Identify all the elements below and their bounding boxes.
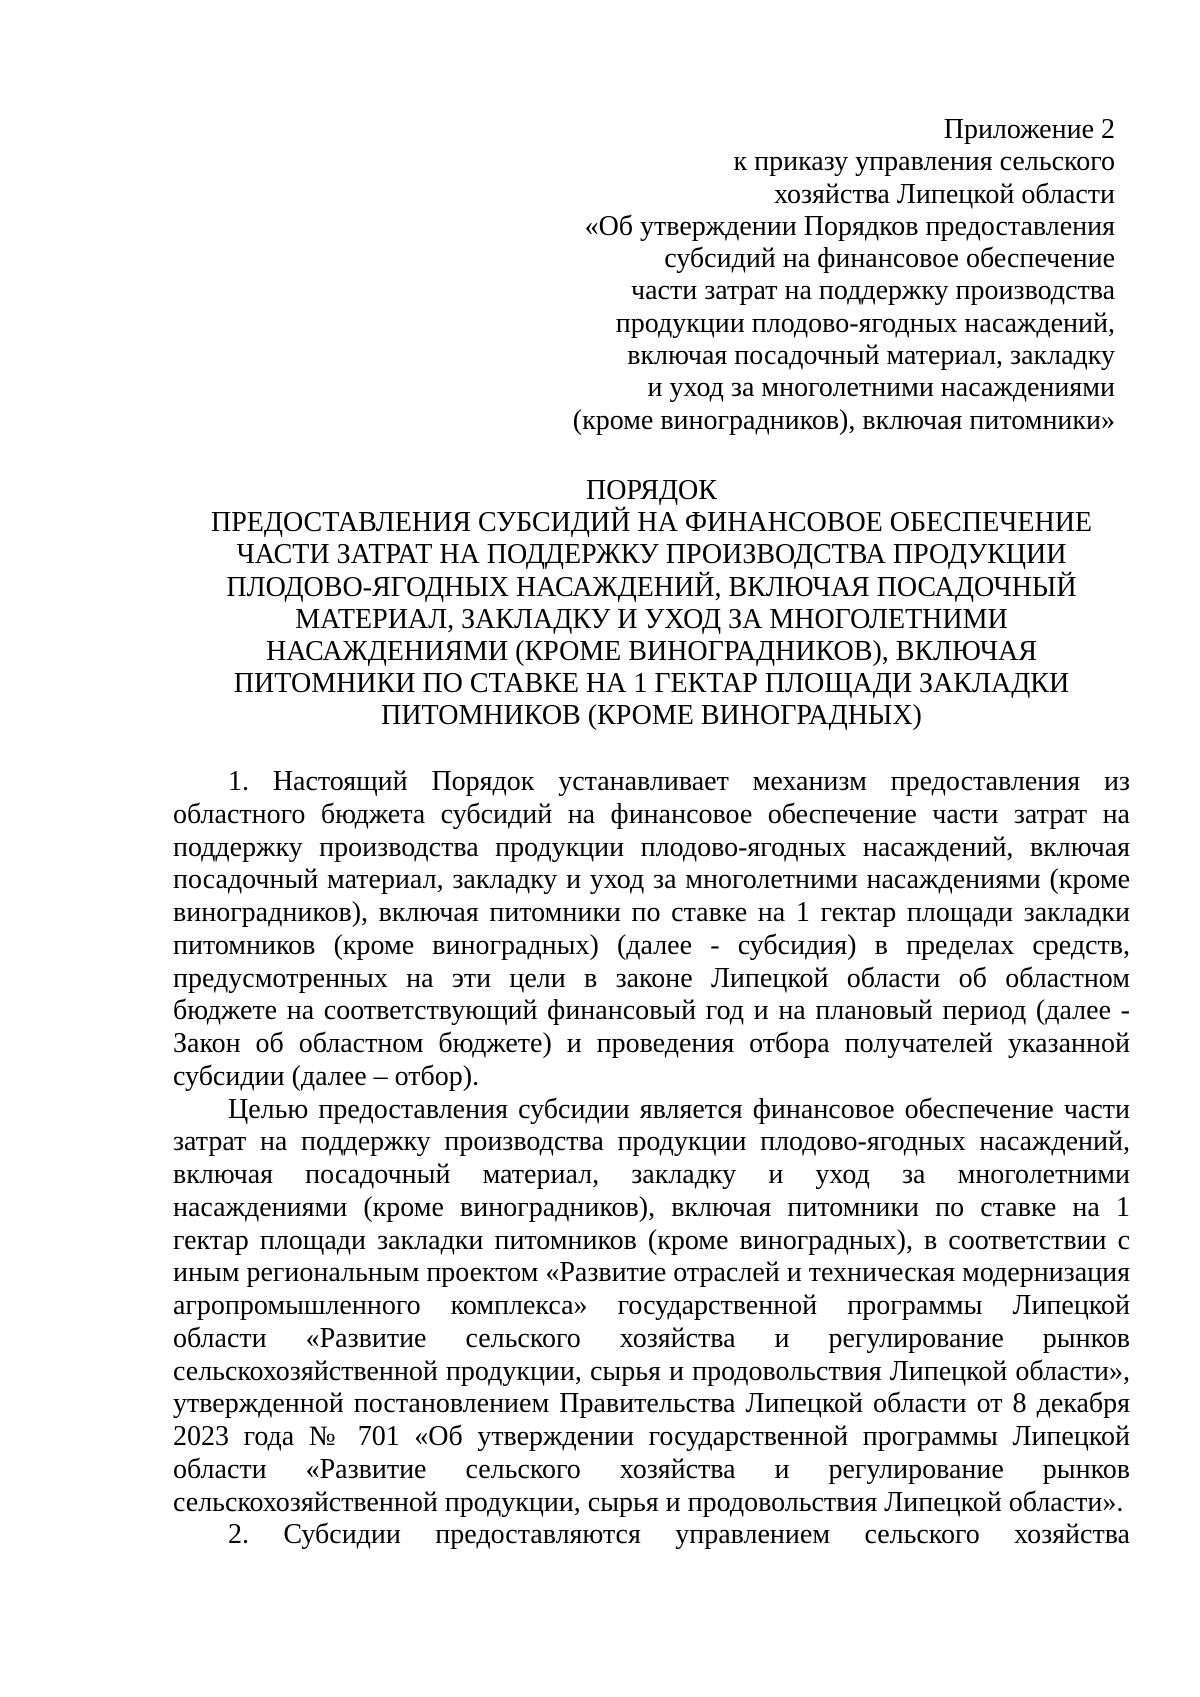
title-line: ПЛОДОВО-ЯГОДНЫХ НАСАЖДЕНИЙ, ВКЛЮЧАЯ ПОСАДОЧНЫЙ — [226, 571, 1077, 603]
title-line: ЧАСТИ ЗАТРАТ НА ПОДДЕРЖКУ ПРОИЗВОДСТВА ПРОДУКЦИИ — [236, 539, 1067, 571]
appendix-line: продукции плодово-ягодных насаждений, — [615, 307, 1115, 339]
appendix-header — [515, 114, 1115, 437]
appendix-line: Приложение 2 — [943, 114, 1115, 145]
title-line: ПИТОМНИКИ ПО СТАВКЕ НА 1 ГЕКТАР ПЛОЩАДИ ЗАКЛАДКИ — [233, 668, 1070, 700]
title-heading: ПОРЯДОК — [586, 475, 717, 506]
appendix-line: «Об утверждении Порядков предоставления — [584, 210, 1115, 242]
appendix-line: и уход за многолетними насаждениями — [647, 372, 1115, 404]
paragraph-1: 1. Настоящий Порядок устанавливает механизм предоставления из областного бюджета субсидий на финансовое обеспечение части затрат на поддержку производства продукции плодово-ягодных насаждений, включая посадочный материал, закладку и уход за многолетними насаждениями (кроме виноградников), включая питомники по ставке на 1 гектар площади закладки питомников (кроме виноградных) (далее - субсидия) в пределах средств, предусмотренных на эти цели в законе Липецкой области об областном бюджете на соответствующий финансовый год и на плановый период (далее - Закон об областном бюджете) и проведения отбора получателей указанной субсидии (далее – отбор). — [173, 766, 1130, 1092]
document-title — [173, 475, 1130, 733]
title-line: ПРЕДОСТАВЛЕНИЯ СУБСИДИЙ НА ФИНАНСОВОЕ ОБЕСПЕЧЕНИЕ — [210, 507, 1093, 539]
title-line: МАТЕРИАЛ, ЗАКЛАДКУ И УХОД ЗА МНОГОЛЕТНИМИ — [295, 603, 1008, 635]
title-line: ПИТОМНИКОВ (КРОМЕ ВИНОГРАДНЫХ) — [381, 700, 922, 732]
appendix-line: к приказу управления сельского — [733, 146, 1115, 178]
appendix-line: включая посадочный материал, закладку — [627, 340, 1115, 372]
paragraph-purpose: Целью предоставления субсидии является финансовое обеспечение части затрат на поддержку производства продукции плодово-ягодных насаждений, включая посадочный материал, закладку и уход за многолетними насаждениями (кроме виноградников), включая питомники по ставке на 1 гектар площади закладки питомников (кроме виноградных), в соответствии с иным региональным проектом «Развитие отраслей и техническая модернизация агропромышленного комплекса» государственной программы Липецкой области «Развитие сельского хозяйства и регулирование рынков сельскохозяйственной продукции, сырья и продовольствия Липецкой области», утвержденной постановлением Правительства Липецкой области от 8 декабря 2023 года № 701 «Об утверждении государственной программы Липецкой области «Развитие сельского хозяйства и регулирование рынков сельскохозяйственной продукции, сырья и продовольствия Липецкой области». — [173, 1093, 1130, 1518]
title-line: НАСАЖДЕНИЯМИ (КРОМЕ ВИНОГРАДНИКОВ), ВКЛЮЧАЯ — [266, 636, 1037, 668]
appendix-line: субсидий на финансовое обеспечение — [664, 243, 1115, 275]
document-body — [173, 766, 1130, 1552]
appendix-line: хозяйства Липецкой области — [774, 178, 1115, 210]
paragraph-2: 2. Субсидии предоставляются управлением сельского хозяйства — [228, 1519, 1130, 1551]
appendix-line: части затрат на поддержку производства — [631, 275, 1115, 307]
appendix-line: (кроме виноградников), включая питомники» — [572, 404, 1115, 436]
